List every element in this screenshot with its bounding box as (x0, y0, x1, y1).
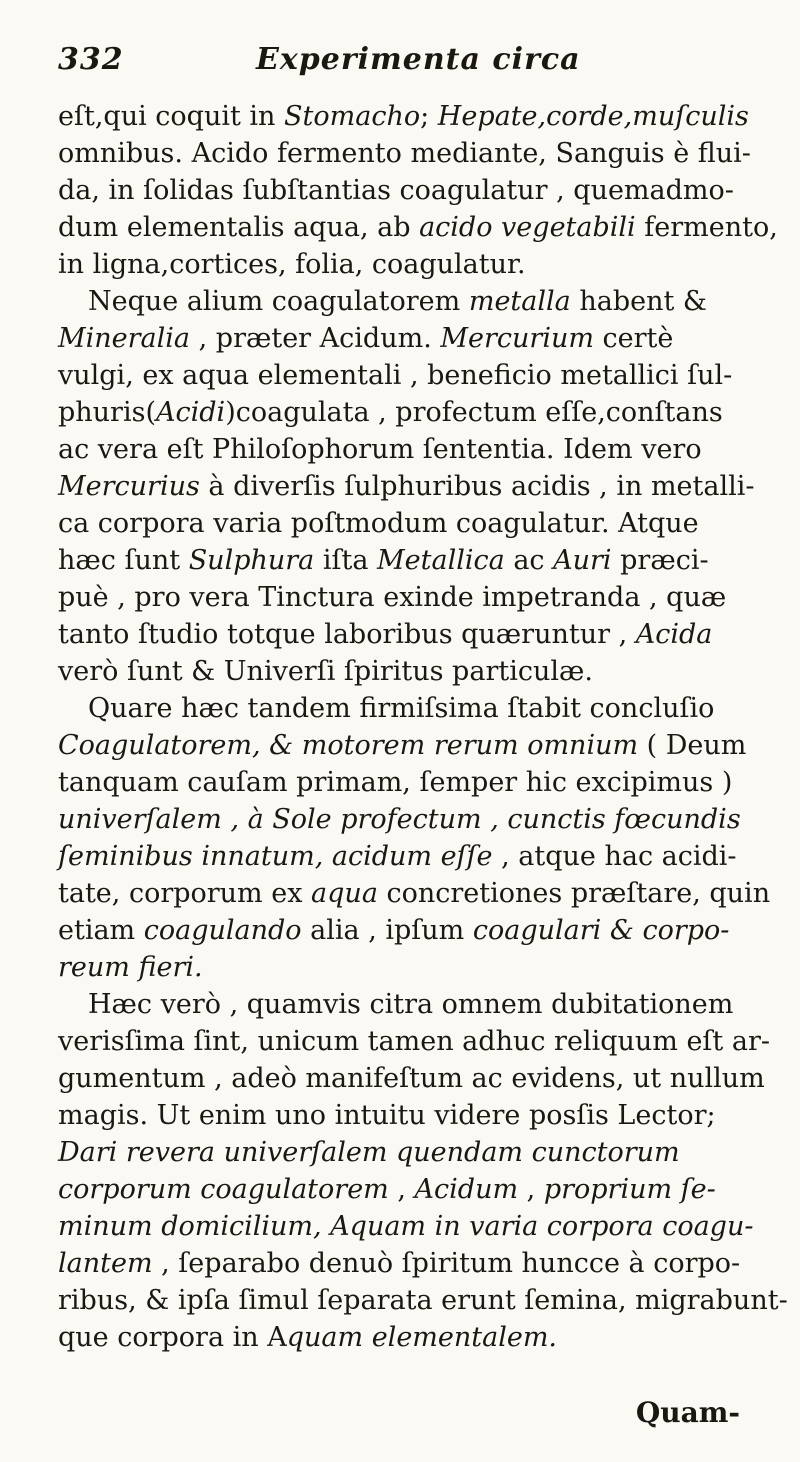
text-run: eſt,qui coquit in (58, 101, 285, 132)
text-run: magis. Ut enim uno intuitu videre posſis Lector; (58, 1100, 716, 1131)
text-line (58, 1245, 744, 1282)
text-line (58, 1060, 765, 1097)
catchword: Quam- (635, 1396, 740, 1429)
italic-run: Metallica (377, 545, 505, 576)
text-run: , ſeparabo denuò ſpiritum huncce à corpo- (152, 1248, 741, 1279)
text-line (58, 616, 744, 653)
text-line (58, 283, 744, 320)
text-line (58, 838, 744, 875)
text-line (58, 172, 744, 209)
text-run: omnibus. Acido fermento mediante, Sanguis è flui- (58, 138, 751, 169)
italic-run: quam elementalem. (286, 1322, 558, 1353)
text-run: Quare hæc tandem firmiſsima ſtabit concluſio (88, 693, 715, 724)
italic-run: Dari revera univerſalem quendam cunctorum (58, 1137, 680, 1168)
italic-run: minum domicilium, Aquam in varia corpora coagu- (58, 1211, 754, 1242)
italic-run: Sulphura (188, 545, 315, 576)
text-run: que corpora in A (58, 1322, 287, 1353)
text-line (58, 764, 744, 801)
text-run: phuris( (58, 397, 156, 428)
text-line (58, 1097, 744, 1134)
text-run: habent & (570, 286, 707, 317)
text-run: ac vera eſt Philoſophorum ſententia. Idem vero (58, 434, 702, 465)
text-line (58, 135, 751, 172)
text-run: ribus, & ipſa ſimul ſeparata erunt ſemina, migrabunt- (58, 1285, 788, 1316)
text-line (58, 1023, 770, 1060)
text-line (58, 98, 749, 135)
text-run: )coagulata , profectum eſſe,conſtans (225, 397, 723, 428)
italic-run: aqua (311, 878, 378, 909)
text-run: gumentum , adeò manifeſtum ac evidens, ut nullum (58, 1063, 765, 1094)
text-line (58, 468, 755, 505)
text-run: à diverſis ſulphuribus acidis , in metalli- (199, 471, 755, 502)
text-run: ac (504, 545, 554, 576)
text-line (58, 653, 744, 690)
italic-run: coagulando (143, 915, 302, 946)
italic-run: univerſalem , à Sole profectum , cunctis fœcundis (58, 804, 741, 835)
text-run: in ligna,cortices, folia, coagulatur. (58, 249, 526, 280)
text-run: ; (420, 101, 438, 132)
text-line (58, 912, 744, 949)
italic-run: acido vegetabili (419, 212, 636, 243)
italic-run: Coagulatorem, & motorem rerum omnium (58, 730, 639, 761)
italic-run: lantem (58, 1248, 153, 1279)
text-run: Hæc verò , quamvis citra omnem dubitationem (88, 989, 734, 1020)
text-line (58, 986, 744, 1023)
text-line (58, 1134, 744, 1171)
text-line (58, 579, 744, 616)
italic-run: corporum coagulatorem (58, 1174, 389, 1205)
italic-run: ſeminibus innatum, acidum eſſe (58, 841, 493, 872)
text-run: dum elementalis aqua, ab (58, 212, 420, 243)
text-run: , præter Acidum. (190, 323, 441, 354)
text-line (58, 246, 744, 283)
text-run: tanquam cauſam primam, ſemper hic excipimus ) (58, 767, 733, 798)
text-line (58, 801, 744, 838)
text-line (58, 394, 744, 431)
text-run: ca corpora varia poſtmodum coagulatur. Atque (58, 508, 699, 539)
text-line (58, 1208, 754, 1245)
text-run: , (388, 1174, 415, 1205)
italic-run: Hepate,corde,muſculis (437, 101, 749, 132)
text-line (58, 690, 744, 727)
text-run: verisſima ſint, unicum tamen adhuc reliquum eſt ar- (58, 1026, 770, 1057)
text-line (58, 505, 744, 542)
running-head: Experimenta circa (256, 42, 581, 77)
text-line (58, 542, 744, 579)
italic-run: reum fieri. (58, 952, 203, 983)
text-line (58, 1171, 744, 1208)
italic-run: Acidum (414, 1174, 519, 1205)
text-run: tate, corporum ex (58, 878, 312, 909)
italic-run: Auri (553, 545, 612, 576)
text-run: alia , ipſum (301, 915, 473, 946)
page-number: 332 (58, 42, 124, 77)
text-run: ( Deum (638, 730, 747, 761)
text-run: Neque alium coagulatorem (88, 286, 469, 317)
italic-run: Mercurius (58, 471, 200, 502)
text-run: fermento, (635, 212, 778, 243)
italic-run: Mercurium (440, 323, 594, 354)
text-line (58, 431, 744, 468)
text-run: puè , pro vera Tinctura exinde impetranda , quæ (58, 582, 727, 613)
text-run: iſta (314, 545, 378, 576)
text-line (58, 357, 744, 394)
text-line (58, 1282, 788, 1319)
text-run: vulgi, ex aqua elementali , beneficio metallici ſul- (58, 360, 733, 391)
text-line (58, 320, 744, 357)
italic-run: Stomacho (284, 101, 421, 132)
text-run: verò ſunt & Univerſi ſpiritus particulæ. (58, 656, 593, 687)
italic-run: metalla (468, 286, 571, 317)
italic-run: Mineralia (58, 323, 191, 354)
text-run: tanto ſtudio totque laboribus quæruntur , (58, 619, 636, 650)
page-header (58, 42, 742, 82)
italic-run: Acidi (156, 397, 226, 428)
text-line (58, 949, 744, 986)
italic-run: proprium ſe- (543, 1174, 716, 1205)
text-run: certè (593, 323, 674, 354)
text-run: præci- (611, 545, 709, 576)
text-run: , (518, 1174, 544, 1205)
text-run: , atque hac acidi- (492, 841, 737, 872)
italic-run: Acida (635, 619, 713, 650)
body-text (58, 98, 788, 1356)
text-run: hæc ſunt (58, 545, 189, 576)
text-line (58, 875, 771, 912)
italic-run: coagulari & corpo- (472, 915, 730, 946)
text-line (58, 727, 747, 764)
text-run: etiam (58, 915, 144, 946)
text-run: da, in ſolidas ſubſtantias coagulatur , quemadmo- (58, 175, 734, 206)
text-line (58, 1319, 744, 1356)
text-run: concretiones præſtare, quin (377, 878, 771, 909)
text-line (58, 209, 778, 246)
